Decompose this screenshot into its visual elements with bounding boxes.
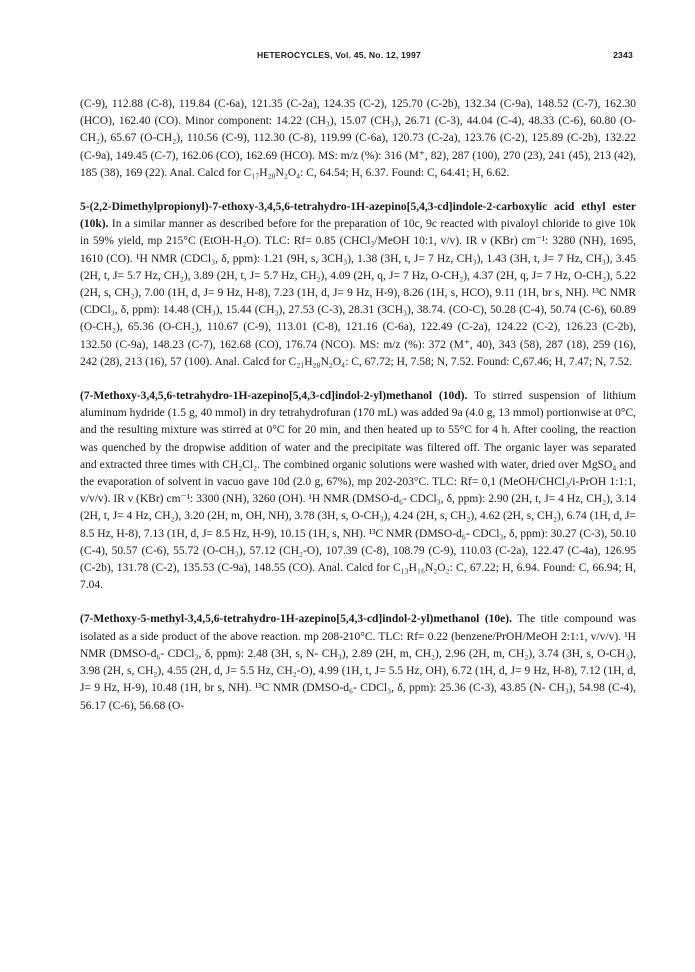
paragraph-compound-10k — [80, 199, 636, 371]
paragraph-text: (C-9), 112.88 (C-8), 119.84 (C-6a), 121.35 (C-2a), 124.35 (C-2), 125.70 (C-2b), 132.34 (C-9a), 148.52 (C-7), 162.30 (HCO), 162.40 (CO). Minor component: 14.22 (CH₃), 15.07 (CH₃), 26.71 (C-3), 44.04 (C-4), 48.33 (C-6), 60.80 (O-CH₂), 65.67 (O-CH₂), 110.56 (C-9), 112.30 (C-8), 119.99 (C-6a), 120.73 (C-2a), 123.76 (C-2), 125.89 (C-2b), 132.22 (C-9a), 149.45 (C-7), 162.06 (CO), 162.69 (HCO). MS: m/z (%): 316 (M⁺, 82), 287 (100), 270 (23), 241 (45), 213 (42), 185 (38), 169 (22). Anal. Calcd for C₁₇H₂₀N₂O₄: C, 64.54; H, 6.37. Found: C, 64.41; H, 6.62. — [80, 98, 636, 179]
paragraph-text: The title compound was isolated as a side product of the above reaction. mp 208-210°C. TLC: Rf= 0.22 (benzene/PrOH/MeOH 2:1:1, v/v/v). ¹H NMR (DMSO-d₆- CDCl₃, δ, ppm): 2.48 (3H, s, N- CH₃), 2.89 (2H, m, CH₂), 2.96 (2H, m, CH₂), 3.74 (3H, s, O-CH₃), 3.98 (2H, s, CH₂), 4.55 (2H, d, J= 5.5 Hz, CH₂-O), 4.99 (1H, t, J= 5.5 Hz, OH), 6.72 (1H, d, J= 9 Hz, H-8), 7.12 (1H, d, J= 9 Hz, H-9), 10.48 (1H, br s, NH). ¹³C NMR (DMSO-d₆- CDCl₃, δ, ppm): 25.36 (C-3), 43.85 (N- CH₃), 54.98 (C-4), 56.17 (C-6), 56.68 (O- — [80, 613, 636, 712]
compound-title: (7-Methoxy-5-methyl-3,4,5,6-tetrahydro-1H-azepino[5,4,3-cd]indol-2-yl)methanol (10e). — [80, 613, 512, 626]
paragraph-compound-10e — [80, 611, 636, 714]
article-body — [80, 96, 636, 732]
journal-citation: HETEROCYCLES, Vol. 45, No. 12, 1997 — [257, 50, 421, 60]
compound-title: 5-(2,2-Dimethylpropionyl)-7-ethoxy-3,4,5,6-tetrahydro-1H-azepino[5,4,3-cd]indole-2-carboxylic acid ethyl ester (10k). — [80, 201, 636, 231]
paragraph-text: In a similar manner as described before for the preparation of 10c, 9c reacted with pivaloyl chloride to give 10k in 59% yield, mp 215°C (EtOH-H₂O). TLC: Rf= 0.85 (CHCl₃/MeOH 10:1, v/v). IR ν (KBr) cm⁻¹: 3280 (NH), 1695, 1610 (CO). ¹H NMR (CDCl₃, δ, ppm): 1.21 (9H, s, 3CH₃), 1.38 (3H, t, J= 7 Hz, CH₃), 1.43 (3H, t, J= 7 Hz, CH₃), 3.45 (2H, t, J= 5.7 Hz, CH₂), 3.89 (2H, t, J= 5.7 Hz, CH₂), 4.09 (2H, q, J= 7 Hz, O-CH₂), 4.37 (2H, q, J= 7 Hz, O-CH₂), 5.22 (2H, s, CH₂), 7.00 (1H, d, J= 9 Hz, H-8), 7.23 (1H, d, J= 9 Hz, H-9), 8.26 (1H, s, HCO), 9.11 (1H, br s, NH). ¹³C NMR (CDCl₃, δ, ppm): 14.48 (CH₃), 15.44 (CH₃), 27.53 (C-3), 28.31 (3CH₃), 38.74. (CO-C), 50.28 (C-4), 50.74 (C-6), 60.89 (O-CH₂), 65.36 (O-CH₂), 110.67 (C-9), 113.01 (C-8), 121.16 (C-6a), 122.49 (C-2a), 124.22 (C-2), 126.23 (C-2b), 132.50 (C-9a), 148.23 (C-7), 162.68 (CO), 176.74 (NCO). MS: m/z (%): 372 (M⁺, 40), 343 (58), 287 (18), 259 (16), 242 (28), 213 (16), 57 (100). Anal. Calcd for C₂₁H₂₈N₂O₄: C, 67.72; H, 7.58; N, 7.52. Found: C,67.46; H, 7.47; N, 7.52. — [80, 218, 636, 368]
paragraph-continuation — [80, 96, 636, 182]
paragraph-text: To stirred suspension of lithium aluminum hydride (1.5 g, 40 mmol) in dry tetrahydrofuran (170 mL) was added 9a (4.0 g, 13 mmol) portionwise at 0°C, and the resulting mixture was stirred at 0°C for 20 min, and then heated up to 55°C for 4 h. After cooling, the reaction was quenched by the dropwise addition of water and the precipitate was filtered off. The organic layer was separated and extracted three times with CH₂Cl₂. The combined organic solutions were washed with water, dried over MgSO₄ and the evaporation of solvent in vacuo gave 10d (2.0 g, 67%), mp 202-203°C. TLC: Rf= 0,1 (MeOH/CHCl₃/i-PrOH 1:1:1, v/v/v). IR ν (KBr) cm⁻¹: 3300 (NH), 3260 (OH). ¹H NMR (DMSO-d₆- CDCl₃, δ, ppm): 2.90 (2H, t, J= 4 Hz, CH₂), 3.14 (2H, t, J= 4 Hz, CH₂), 3.20 (2H, m, OH, NH), 3.78 (3H, s, O-CH₃), 4.24 (2H, s, CH₂), 4.62 (2H, s, CH₂), 6.74 (1H, d, J= 8.5 Hz, H-8), 7.13 (1H, d, J= 8.5 Hz, H-9), 10.15 (1H, s, NH). ¹³C NMR (DMSO-d₆- CDCl₃, δ, ppm): 30.27 (C-3), 50.10 (C-4), 50.57 (C-6), 55.72 (O-CH₃), 57.12 (CH₂-O), 107.39 (C-8), 108.79 (C-9), 110.03 (C-2a), 122.47 (C-4a), 126.95 (C-2b), 131.78 (C-2), 135.53 (C-9a), 148.55 (CO). Anal. Calcd for C₁₃H₁₆N₂O₂: C, 67.22; H, 6.94. Found: C, 66.94; H, 7.04. — [80, 390, 636, 592]
paragraph-compound-10d — [80, 388, 636, 594]
compound-title: (7-Methoxy-3,4,5,6-tetrahydro-1H-azepino[5,4,3-cd]indol-2-yl)methanol (10d). — [80, 390, 468, 403]
page-number: 2343 — [613, 50, 633, 60]
